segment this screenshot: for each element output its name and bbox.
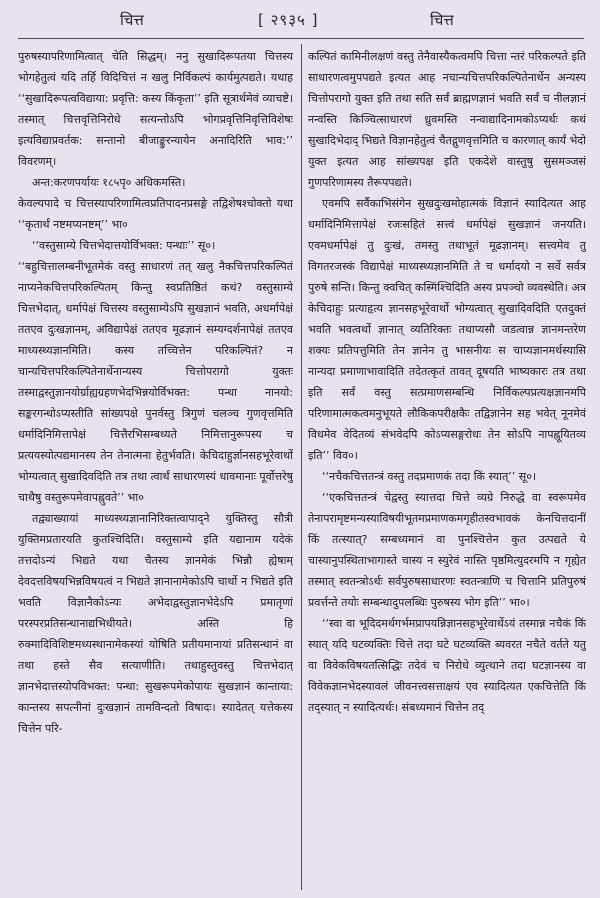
paragraph: तद्व्याख्यायां माध्यस्थ्यज्ञानानिरिक्तत्वापाद्ने युक्तिस्तु सौत्री युक्तिमप्रतारयति कुतश्चिदिति। वस्तुसाम्ये इति यद्यानाम यदेकं तत्तदोऽन्यं भिद्यते यथा चैतस्य ज्ञानमेकं भिन्नौ ह्येषाम् देवदत्तविषयभिन्नविषयत्वं न भिद्यते ज्ञानानामेकोऽपि चार्थो न भिद्यते इति भवति विज्ञानैकोऽन्यः अभेदाद्वस्तुज्ञानभेदेऽपि प्रमातृणां परस्परप्रतिसन्धानाद्यभिधीयते। अस्ति हि रुक्मादिविशिष्टमध्यस्थानामेकस्यां योषिति प्रतीयमानायां प्रतिसन्धानं वा तथा हस्ते सैव सत्याणीति। तथाहुस्तुवस्तु चित्तभेदात् ज्ञानभेदात्तस्योपविभक्त: पन्था: सुखरूपमेकोपायः सुखज्ञानं कान्ताया: कान्तस्य सपत्नीनां दुःखज्ञानं तामविन्दतो विषादः। स्यादेतत् यत्तेकस्य चित्तेन परि-	[18, 512, 293, 735]
paragraph: ‘‘स्वा वा भूदिदमर्थगर्भमप्रापयन्निज्ञानसहभूरेवार्थेऽयं तस्मान्न नचैकं किं स्यात् यदि घटव्यक्तिः चित्ते तदा घटे घटव्यक्ति ब्यवरत नचैते वर्तते यतु वा विवेकविषयतत्सिद्धिः तदेवं च निरोधे व्युत्थाने तदा घटज्ञानस्य वा विवेकज्ञानभेदस्यावलं जीवनत्त्वसत्ताक्षयं एव स्यादित्यत एकचित्तेति किं तद्स्यात् न स्यादित्यर्थः। संबध्यमानं चित्तेन तद्	[308, 617, 586, 714]
page-header	[0, 0, 600, 40]
paragraph: ‘‘एकचित्ततन्त्रं चेद्वस्तु स्यात्तदा चित्ते व्यग्रे निरुद्धे वा स्वरूपमेव तेनापरामृष्टमन्यस्याविषयीभूतमप्रमाणकमगृहीतस्वभावकं केनचित्तदानीं किं तत्स्यात्? सम्बध्यमानं वा पुनश्चित्तेन कुत उत्पद्यते ये चास्यानुपस्थिताभागास्ते चास्य न स्युरेवं नास्ति पृष्ठमित्युदरमपि न गृह्येत तस्मात् स्वतन्त्रोऽर्थः सर्वपुरुषसाधारणः स्वतन्त्राणि च चित्तानि प्रतिपुरुषं प्रवर्त्तन्ते तयोः सम्बन्धादुपलब्धिः पुरुषस्य भोग इति’’ भा०।	[308, 491, 586, 609]
paragraph: एवमपि सर्वैकाभिसंगेन सुखदुःखमोहात्मकं विज्ञानं स्यादित्यत आह धर्मादिनिमित्तापेक्षं रजःसहितं सत्त्वं धर्मापेक्षं सुखज्ञानं जनयति। एवमधर्मापेक्षं तु दुःखं, तमस्तु तथाभूतं मूढज्ञानम्। सत्त्वमेव तु विगतरजस्कं विद्यापेक्षं माध्यस्थ्यज्ञानमिति ते च धर्मादयो न सर्वे सर्वत्र पुरुषे सन्ति। किन्तु क्वचित् कस्मिंश्चिदिति अस्य प्रपञ्चो व्यवस्थेति। अत्र केचिदाहुः प्रत्याहृत्य ज्ञानसहभूरेवार्थो भोग्यत्वात् सुखादिवदिति एतदुक्तं भवति भवत्वर्थो ज्ञानात् व्यतिरिक्तः तथाप्यसौ जडत्वान्न ज्ञानमन्तरेण शक्यः प्रतिपत्तुमिति तेन ज्ञानेन तु भासनीयः स चाप्यज्ञानमर्थस्यासि नान्यदा प्रमाणाभावादिति तदेतत्कृतं तावत् दूषयति भाष्यकारः तत्र तथा इति सर्वं वस्तु सत्प्रमाणसम्बन्धि निर्विकल्पप्रत्यक्षज्ञानमपि परिणामात्मकत्वमनुभूयते लौकिकपरीक्षकैः तद्विज्ञानेन सह भवेत् नूनमेवं विधमेव वेदितव्यं संभवेदपि कोऽप्यसङ्गरोधः तेन सोऽपि नापह्नूयितव्य इति’’ विव०।	[308, 197, 586, 462]
paragraph: पुरुषस्यापरिणामित्वात् चेति सिद्धम्। ननु सुखादिरूपतया चित्तस्य भोगहेतुत्वं यदि तर्हि विदिचित्तं न खलु निर्विकल्पं कार्यमुत्पद्यते। यथाह ‘‘सुखादिरूपत्वविद्याया: प्रवृत्ति: कस्य किंकृता’’ इति सूत्रार्थमेवं व्याचष्टे। तस्मात् चित्तवृत्तिनिरोधे सत्यन्तोऽपि भोगप्रवृत्तिनिवृत्तिविशेषः इत्यविद्याप्रवर्तक: सन्तानो बीजाङ्कुरन्यायेन अनादिरिति भाव:’’ विवरणम्।	[18, 50, 293, 168]
sutra-line: ‘‘नचैकचित्ततन्त्रं वस्तु तदप्रमाणकं तदा किं स्यात्’’ सू०।	[322, 470, 537, 483]
page-number: [ २९३५ ]	[258, 11, 319, 29]
right-column	[308, 46, 586, 894]
paragraph: ‘‘बहुचित्तालम्बनीभूतमेकं वस्तु साधारणं तत् खलु नैकचित्तपरिकल्पितं नाप्यनेकचित्तपरिकल्पितम् किन्तु स्वप्रतिष्ठितं कथं? वस्तुसाम्ये चित्तभेदात्, धर्मापेक्षं चित्तस्य वस्तुसाम्येऽपि सुखज्ञानं भवति, अधर्मापेक्षं ततएव दुःखज्ञानम्, अविद्यापेक्षं ततएव मूढज्ञानं सम्यग्दर्शनापेक्षं ततएव माध्यस्थ्यज्ञानमिति। कस्य तच्चित्तेन परिकल्पितं? न चान्यचित्तपरिकल्पितेनार्थेनान्यस्य चित्तोपरागो युक्तः तस्माद्वस्तुज्ञानयोर्ग्राह्यग्रहणभेदभिन्नयोर्विभक्त: पन्था नानयो: सङ्करगन्धोऽप्यस्तीति सांख्यपक्षे पुनर्वस्तु त्रिगुणं चलञ्च गुणवृत्तमिति धर्मादिनिमित्तापेक्षं चित्तैरभिसम्बध्यते निमित्तानुरूपस्य च प्रत्ययस्योत्पद्यमानस्य तेन तेनात्मना हेतुर्भवति। केचिदाहुर्ज्ञानसहभूरेवार्थो भोग्यत्वात् सुखादिवदिति तत्र तथा त्वार्थं साधारणस्यं धावमानाः पूर्वोत्तरेषु चाथैषु वस्तुरूपमेवापह्नुवते’’ भा०	[18, 260, 293, 504]
paragraph: कल्पितं कामिनीलक्षणं वस्तु तेनैवास्यैकत्वमपि चित्ता न्तरं परिकल्पते इति साधारणत्वमुपपद्यते इत्यत आह नचान्यचित्तपरिकल्पितेनार्थेन अन्यस्य चित्तोपरागो युक्त इति तथा सति सर्वं ब्राह्मणज्ञानं भवति सर्वं च नीलज्ञानं नन्वस्ति किञ्चित्साधारणं ध्रुवमस्ति नन्वाद्यादिनामकोऽप्यर्थः कथं सुखादिभेदाद् भिद्यते विज्ञानहेतुत्वं चैतद्गुणवृत्तमिति च कारणात् कार्यं भेदो युक्त इत्यत आह सांख्यपक्ष इति एकदेशे वास्तुषु सुसमञ्जसं गुणपरिणामस्य तैरूपपद्यते।	[308, 50, 586, 189]
sutra-line: ‘‘वस्तुसाम्ये चित्तभेदात्तयोर्विभक्त: पन्थाः’’ सू०।	[32, 239, 216, 252]
header-left-headword: चित्त	[120, 11, 144, 29]
header-rule	[18, 38, 584, 39]
header-right-headword: चित्त	[430, 11, 454, 29]
paragraph: अन्त:करणपर्यायः १८५पृ० अधिकमस्ति।	[32, 176, 186, 189]
paragraph: केवल्यपादे च चित्तस्यापरिणामित्वप्रतिपादनप्रसङ्गे तद्विशेषश्चोक्तो यथा ‘‘कृतार्थं नष्टमप्यनष्टम्’’ भा०	[18, 197, 293, 231]
column-divider	[301, 44, 302, 890]
left-column	[18, 46, 293, 894]
